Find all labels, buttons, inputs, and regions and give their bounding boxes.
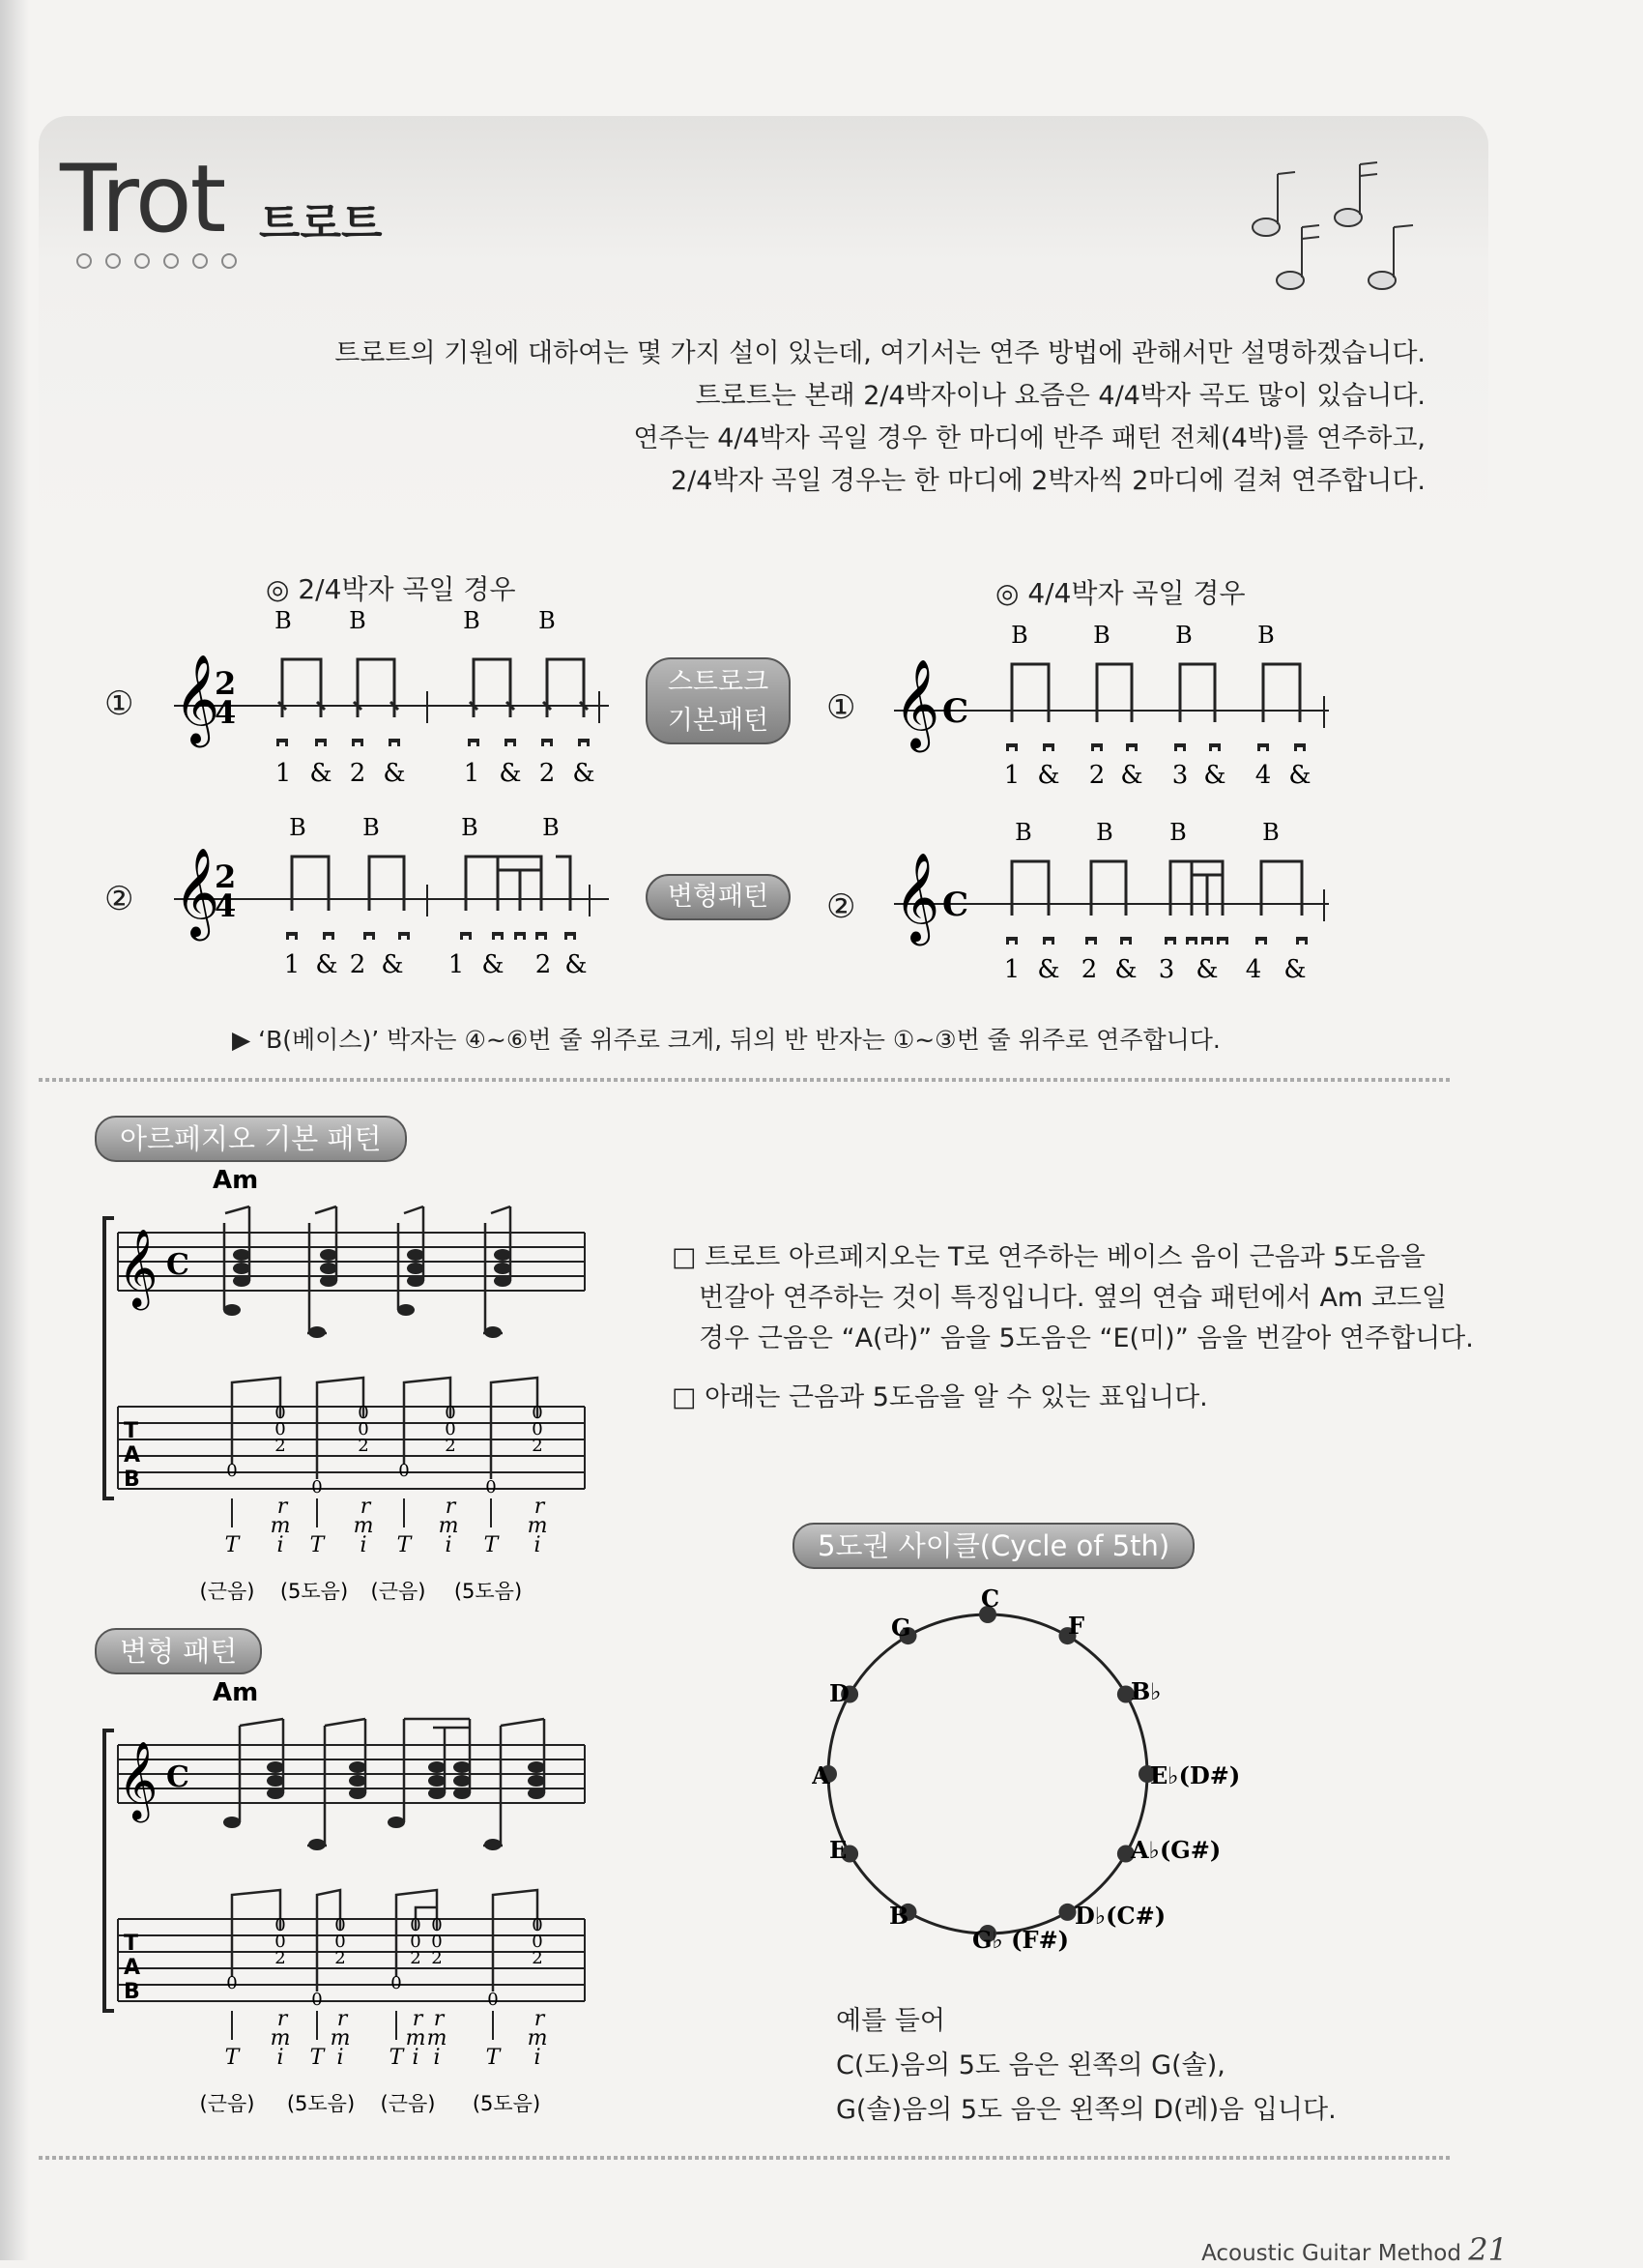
- svg-text:r: r: [276, 2007, 288, 2031]
- svg-text:i: i: [445, 1533, 452, 1557]
- svg-text:B: B: [461, 814, 478, 841]
- svg-text:2: 2: [215, 858, 237, 895]
- svg-text:2: 2: [1088, 761, 1106, 790]
- svg-text:2: 2: [534, 950, 552, 979]
- svg-text:0: 0: [274, 1915, 286, 1935]
- svg-text:i: i: [360, 1533, 367, 1557]
- svg-text:0: 0: [334, 1915, 346, 1935]
- treble-clef-icon: 𝄞: [174, 654, 220, 743]
- staff-44-variant: [884, 817, 1348, 991]
- svg-text:&: &: [1037, 955, 1060, 984]
- svg-text:B: B: [463, 609, 480, 634]
- svg-text:0: 0: [274, 1932, 286, 1952]
- svg-text:1: 1: [1003, 955, 1021, 984]
- svg-text:0: 0: [410, 1915, 421, 1935]
- svg-text:C: C: [166, 1760, 189, 1794]
- svg-text:0: 0: [532, 1915, 543, 1935]
- svg-text:B: B: [362, 814, 380, 841]
- heading-44-label: 4/4박자 곡일 경우: [1027, 577, 1246, 609]
- svg-text:&: &: [309, 759, 332, 788]
- svg-text:B: B: [124, 1980, 140, 2004]
- section-divider: [39, 1078, 1450, 1082]
- svg-text:2: 2: [349, 759, 366, 788]
- basic-pattern-badge: [646, 657, 791, 744]
- cycle-note-B: B: [889, 1902, 909, 1930]
- svg-text:T: T: [124, 1932, 139, 1956]
- page-shadow: [0, 0, 29, 2260]
- svg-text:0: 0: [532, 1419, 543, 1439]
- svg-text:2: 2: [334, 1948, 346, 1968]
- svg-text:0: 0: [398, 1461, 410, 1481]
- svg-text:(5도음): (5도음): [472, 2092, 541, 2115]
- svg-text:2: 2: [538, 759, 556, 788]
- badge-line: 기본패턴: [667, 706, 769, 736]
- svg-text:B: B: [124, 1468, 140, 1492]
- cycle-note-F: F: [1068, 1612, 1085, 1640]
- svg-text:T: T: [389, 2046, 404, 2070]
- cycle-note-Eb: E♭(D#): [1150, 1761, 1241, 1789]
- svg-text:r: r: [533, 2007, 545, 2031]
- cycle-note-C: C: [981, 1585, 1000, 1613]
- svg-text:2: 2: [445, 1436, 456, 1456]
- svg-text:r: r: [276, 1495, 288, 1519]
- svg-text:0: 0: [274, 1419, 286, 1439]
- svg-text:r: r: [445, 1495, 456, 1519]
- svg-text:2: 2: [274, 1436, 286, 1456]
- svg-text:C: C: [166, 1248, 189, 1282]
- svg-text:1: 1: [1003, 761, 1021, 790]
- svg-text:1: 1: [274, 759, 292, 788]
- example-line: 예를 들어: [836, 2006, 945, 2036]
- svg-text:m: m: [270, 2026, 291, 2050]
- cycle-dot: [1059, 1904, 1077, 1921]
- intro-line: 트로트의 기원에 대하여는 몇 가지 설이 있는데, 여기서는 연주 방법에 관해서만 설명하겠습니다.: [334, 338, 1426, 368]
- treble-clef-icon: 𝄞: [118, 1740, 159, 1819]
- svg-text:&: &: [1114, 955, 1138, 984]
- svg-text:&: &: [1288, 761, 1312, 790]
- svg-text:2: 2: [431, 1948, 443, 1968]
- svg-text:0: 0: [445, 1419, 456, 1439]
- svg-text:i: i: [412, 2046, 419, 2070]
- svg-text:B: B: [1011, 622, 1028, 649]
- dots-decoration: [72, 249, 266, 273]
- svg-text:r: r: [412, 2007, 423, 2031]
- svg-text:4: 4: [215, 887, 237, 924]
- row-number-1: ①: [104, 684, 134, 723]
- table-description: [672, 1378, 1208, 1418]
- svg-text:i: i: [276, 2046, 284, 2070]
- bullet-line: □ 트로트 아르페지오는 T로 연주하는 베이스 음이 근음과 5도음을: [672, 1242, 1426, 1272]
- row-number-2: ②: [104, 880, 134, 918]
- bullet-line: 번갈아 연주하는 것이 특징입니다. 옆의 연습 패턴에서 Am 코드일: [699, 1283, 1448, 1313]
- svg-text:1: 1: [447, 950, 465, 979]
- svg-text:m: m: [527, 1514, 548, 1538]
- intro-line: 2/4박자 곡일 경우는 한 마디에 2박자씩 2마디에 걸쳐 연주합니다.: [670, 466, 1426, 496]
- svg-text:0: 0: [532, 1932, 543, 1952]
- svg-text:2: 2: [410, 1948, 421, 1968]
- svg-text:0: 0: [226, 1973, 238, 1993]
- svg-text:0: 0: [485, 1477, 497, 1497]
- svg-text:m: m: [270, 1514, 291, 1538]
- svg-text:0: 0: [334, 1932, 346, 1952]
- svg-text:0: 0: [431, 1915, 443, 1935]
- svg-text:&: &: [383, 759, 406, 788]
- svg-text:T: T: [483, 1533, 499, 1557]
- footer: [1201, 2231, 1508, 2268]
- svg-text:B: B: [538, 609, 556, 634]
- svg-text:(5도음): (5도음): [286, 2092, 356, 2115]
- svg-text:3: 3: [1171, 761, 1189, 790]
- cycle-note-G: G: [891, 1614, 911, 1642]
- svg-text:i: i: [433, 2046, 441, 2070]
- cycle-note-D: D: [829, 1679, 850, 1707]
- svg-text:T: T: [309, 2046, 325, 2070]
- svg-text:0: 0: [311, 1990, 323, 2010]
- svg-text:4: 4: [1245, 955, 1262, 984]
- svg-text:m: m: [353, 1514, 374, 1538]
- svg-text:r: r: [533, 1495, 545, 1519]
- svg-text:0: 0: [445, 1403, 456, 1423]
- svg-text:B: B: [274, 609, 292, 634]
- staff-44-basic: [884, 614, 1348, 807]
- svg-text:0: 0: [226, 1461, 238, 1481]
- cycle-note-E: E: [829, 1836, 848, 1864]
- svg-text:i: i: [276, 1533, 284, 1557]
- bass-note: ▶ ‘B(베이스)’ 박자는 ④~⑥번 줄 위주로 크게, 뒤의 반 반자는 ①~③번 줄 위주로 연주합니다.: [232, 1026, 1221, 1054]
- svg-text:&: &: [499, 759, 522, 788]
- music-notes-icon: [1247, 155, 1440, 300]
- heading-24: ◎ 2/4박자 곡일 경우: [266, 573, 516, 605]
- svg-text:&: &: [1196, 955, 1219, 984]
- svg-text:A: A: [124, 1956, 141, 1980]
- svg-text:i: i: [533, 2046, 541, 2070]
- svg-text:(5도음): (5도음): [279, 1580, 349, 1603]
- svg-text:i: i: [533, 1533, 541, 1557]
- svg-text:B: B: [289, 814, 306, 841]
- page-number: 21: [1468, 2231, 1508, 2268]
- treble-clef-icon: 𝄞: [118, 1228, 159, 1307]
- footer-divider: [39, 2156, 1450, 2160]
- svg-text:0: 0: [390, 1973, 402, 1993]
- svg-text:&: &: [481, 950, 504, 979]
- bullet-line: 경우 근음은 “A(라)” 음을 5도음은 “E(미)” 음을 번갈아 연주합니다.: [699, 1323, 1474, 1353]
- svg-text:B: B: [542, 814, 560, 841]
- row-number-1-right: ①: [826, 688, 856, 727]
- svg-text:(근음): (근음): [380, 2092, 436, 2115]
- svg-text:0: 0: [532, 1403, 543, 1423]
- svg-text:B: B: [1015, 819, 1032, 846]
- svg-text:&: &: [315, 950, 338, 979]
- svg-text:&: &: [381, 950, 404, 979]
- svg-text:1: 1: [463, 759, 480, 788]
- svg-text:B: B: [1096, 819, 1113, 846]
- svg-text:T: T: [309, 1533, 325, 1557]
- intro-line: 연주는 4/4박자 곡일 경우 한 마디에 반주 패턴 전체(4박)를 연주하고,: [633, 423, 1426, 453]
- cycle-note-Gb: G♭ (F#): [972, 1926, 1070, 1954]
- svg-text:2: 2: [349, 950, 366, 979]
- svg-text:B: B: [1262, 819, 1280, 846]
- svg-text:T: T: [485, 2046, 501, 2070]
- cycle-title: 5도권 사이클(Cycle of 5th): [793, 1523, 1195, 1569]
- cycle-of-fifths-diagram: [812, 1585, 1276, 1972]
- svg-text:0: 0: [274, 1403, 286, 1423]
- treble-clef-icon: 𝄞: [174, 847, 220, 937]
- svg-text:0: 0: [431, 1932, 443, 1952]
- page-title: Trot: [60, 145, 225, 253]
- svg-text:T: T: [224, 2046, 240, 2070]
- svg-text:0: 0: [410, 1932, 421, 1952]
- svg-text:0: 0: [487, 1990, 499, 2010]
- svg-text:&: &: [1037, 761, 1060, 790]
- svg-text:(근음): (근음): [199, 2092, 255, 2115]
- staff-24-variant: [164, 812, 619, 986]
- svg-text:m: m: [438, 1514, 459, 1538]
- svg-text:i: i: [336, 2046, 344, 2070]
- cycle-note-Db: D♭(C#): [1075, 1902, 1167, 1930]
- arpeggio-variant-title: 변형 패턴: [95, 1628, 262, 1674]
- svg-text:r: r: [360, 1495, 371, 1519]
- svg-text:&: &: [1120, 761, 1143, 790]
- treble-clef-icon: 𝄞: [894, 658, 940, 748]
- treble-clef-icon: 𝄞: [894, 852, 940, 942]
- svg-text:2: 2: [1081, 955, 1098, 984]
- svg-text:T: T: [396, 1533, 412, 1557]
- cycle-circle: [828, 1614, 1147, 1934]
- svg-text:(근음): (근음): [370, 1580, 426, 1603]
- svg-text:T: T: [124, 1419, 139, 1443]
- example-text: [836, 1999, 1337, 2133]
- svg-text:&: &: [1203, 761, 1226, 790]
- variant-pattern-badge: 변형패턴: [646, 874, 791, 920]
- heading-24-label: 2/4박자 곡일 경우: [298, 573, 516, 605]
- badge-line: 스트로크: [667, 667, 769, 697]
- svg-text:1: 1: [283, 950, 301, 979]
- svg-text:m: m: [405, 2026, 426, 2050]
- svg-text:B: B: [1257, 622, 1275, 649]
- svg-text:Am: Am: [213, 1678, 259, 1707]
- cycle-note-Ab: A♭(G#): [1131, 1836, 1222, 1864]
- svg-text:B: B: [1169, 819, 1187, 846]
- svg-text:T: T: [224, 1533, 240, 1557]
- arpeggio-basic-title: 아르페지오 기본 패턴: [95, 1116, 407, 1162]
- svg-text:C: C: [942, 886, 969, 924]
- svg-text:C: C: [942, 692, 969, 731]
- svg-text:A: A: [124, 1443, 141, 1468]
- svg-text:&: &: [1283, 955, 1307, 984]
- staff-24-basic: [164, 609, 619, 802]
- cycle-note-Bb: B♭: [1131, 1677, 1162, 1705]
- svg-text:r: r: [433, 2007, 445, 2031]
- arpeggio-variant-score: [97, 1677, 599, 2122]
- example-line: C(도)음의 5도 음은 왼쪽의 G(솔),: [836, 2050, 1225, 2080]
- svg-text:&: &: [564, 950, 588, 979]
- example-line: G(솔)음의 5도 음은 왼쪽의 D(레)음 입니다.: [836, 2095, 1337, 2125]
- svg-text:m: m: [426, 2026, 447, 2050]
- svg-text:2: 2: [274, 1948, 286, 1968]
- svg-text:&: &: [572, 759, 595, 788]
- intro-line: 트로트는 본래 2/4박자이나 요즘은 4/4박자 곡도 많이 있습니다.: [695, 381, 1426, 411]
- svg-text:(5도음): (5도음): [453, 1580, 523, 1603]
- heading-44: ◎ 4/4박자 곡일 경우: [995, 577, 1246, 609]
- svg-text:2: 2: [215, 665, 237, 702]
- svg-text:2: 2: [532, 1436, 543, 1456]
- svg-text:0: 0: [311, 1477, 323, 1497]
- svg-text:B: B: [1175, 622, 1193, 649]
- svg-text:r: r: [336, 2007, 348, 2031]
- svg-text:3: 3: [1158, 955, 1175, 984]
- page-title-korean: 트로트: [259, 199, 383, 248]
- svg-text:B: B: [349, 609, 366, 634]
- arpeggio-description: [672, 1237, 1474, 1359]
- svg-text:2: 2: [532, 1948, 543, 1968]
- svg-text:B: B: [1093, 622, 1110, 649]
- svg-text:m: m: [330, 2026, 351, 2050]
- svg-text:Am: Am: [213, 1166, 259, 1195]
- book-title: Acoustic Guitar Method: [1201, 2241, 1461, 2266]
- svg-text:4: 4: [215, 694, 237, 731]
- row-number-2-right: ②: [826, 887, 856, 926]
- svg-text:0: 0: [358, 1419, 369, 1439]
- svg-text:0: 0: [358, 1403, 369, 1423]
- bullet-line: □ 아래는 근음과 5도음을 알 수 있는 표입니다.: [672, 1382, 1208, 1412]
- svg-text:4: 4: [1254, 761, 1272, 790]
- svg-text:(근음): (근음): [199, 1580, 255, 1603]
- svg-text:m: m: [527, 2026, 548, 2050]
- svg-text:2: 2: [358, 1436, 369, 1456]
- arpeggio-basic-score: [97, 1165, 599, 1610]
- cycle-note-A: A: [812, 1761, 830, 1789]
